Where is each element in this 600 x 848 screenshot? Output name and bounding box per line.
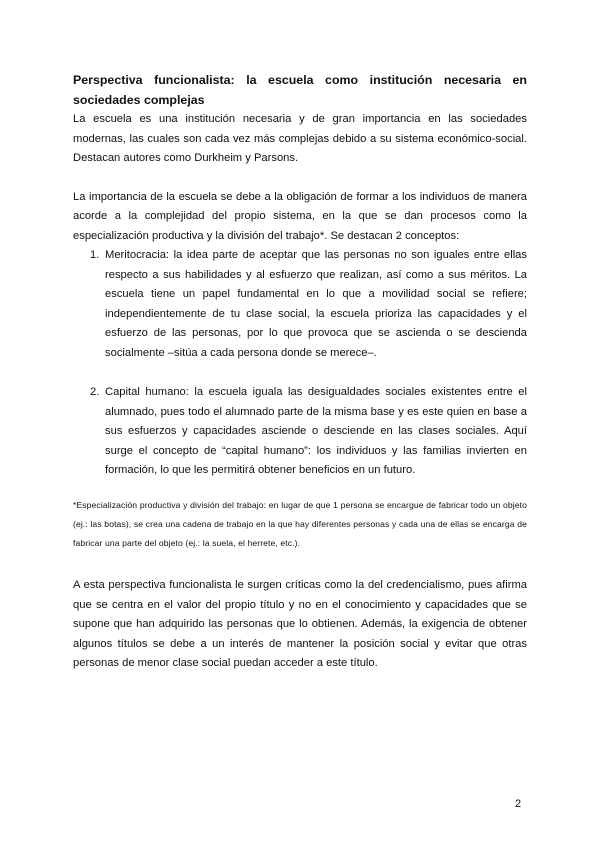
concept-item-capital-humano — [73, 383, 527, 481]
concept-text: Capital humano: la escuela iguala las desigualdades sociales existentes entre el alumnado, pues todo el alumnado parte de la misma base y es este quien en base a sus esfuerzos y capacidades asciende o desciende en las clases sociales. Aquí surge el concepto de “capital humano”: los individuos y las familias invierten en formación, lo que les permitirá obtener beneficios en un futuro. — [105, 386, 527, 476]
importance-paragraph: La importancia de la escuela se debe a la obligación de formar a los individuos de manera acorde a la complejidad del propio sistema, en la que se dan procesos como la especialización productiva y la división del trabajo*. Se destacan 2 conceptos: — [73, 190, 527, 242]
concept-item-meritocracia — [73, 246, 527, 363]
footnote: *Especialización productiva y división del trabajo: en lugar de que 1 persona se encargue de fabricar todo un objeto (ej.: las botas), se crea una cadena de trabajo en la que hay diferentes personas y cada una de ellas se encarga de fabricar una parte del objeto (ej.: la suela, el herrete, etc.). — [73, 499, 527, 548]
list-number: 2. — [90, 386, 100, 398]
list-number: 1. — [90, 249, 100, 261]
page-number: 2 — [515, 798, 522, 810]
concepts-list — [73, 246, 527, 481]
concept-text: Meritocracia: la idea parte de aceptar que las personas no son iguales entre ellas respecto a sus habilidades y al esfuerzo que realizan, así como a sus méritos. La escuela tiene un papel fundamental en lo que a movilidad social se refiere; independientemente de tu clase social, la escuela prioriza las capacidades y el esfuerzo de las personas, por lo que provoca que se ascienda o se descienda socialmente –sitúa a cada persona donde se merece–. — [105, 249, 527, 359]
closing-paragraph: A esta perspectiva funcionalista le surgen críticas como la del credencialismo, pues afirma que se centra en el valor del propio título y no en el conocimiento y capacidades que se supone que han adquirido las personas que lo obtienen. Además, la exigencia de obtener algunos títulos se debe a un interés de mantener la posición social y evitar que otras personas de menor clase social puedan acceder a este título. — [73, 579, 527, 670]
page-content — [73, 70, 527, 674]
section-title: Perspectiva funcionalista: la escuela como institución necesaria en sociedades complejas — [73, 73, 527, 107]
paragraph-spacer — [73, 169, 527, 188]
intro-paragraph: La escuela es una institución necesaria y de gran importancia en las sociedades modernas, las cuales son cada vez más complejas debido a su sistema económico-social. Destacan autores como Durkheim y Parsons. — [73, 113, 527, 164]
